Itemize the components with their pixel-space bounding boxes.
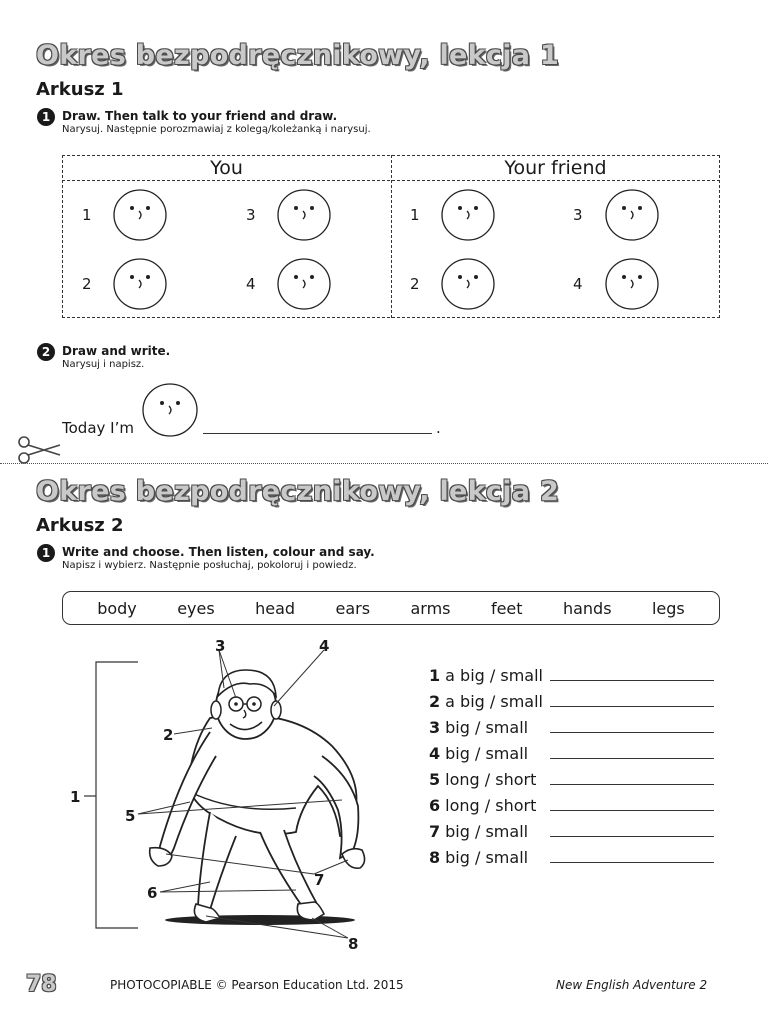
answer-item (429, 822, 528, 841)
item-number: 6 (429, 796, 441, 815)
column-header-your-friend: Your friend (504, 157, 607, 179)
word-bank-item: body (97, 598, 137, 618)
figure-label: 5 (125, 807, 136, 825)
item-number: 2 (429, 692, 441, 711)
word-bank-item: legs (651, 598, 685, 618)
answer-item (429, 848, 528, 867)
blank-face-icon[interactable] (604, 257, 660, 311)
cut-line (0, 463, 768, 464)
word-bank-item: head (255, 598, 296, 618)
blank-face-icon[interactable] (276, 188, 332, 242)
face-number: 2 (410, 275, 420, 293)
item-number: 5 (429, 770, 441, 789)
answer-item (429, 770, 536, 789)
figure-label: 4 (319, 637, 330, 655)
task-instruction: Draw. Then talk to your friend and draw. (62, 109, 338, 123)
item-choice: big / small (445, 744, 529, 763)
task-instruction-polish: Narysuj i napisz. (62, 359, 145, 370)
face-number: 1 (82, 206, 92, 224)
item-number: 4 (429, 744, 441, 763)
item-number: 7 (429, 822, 441, 841)
lesson2-banner: Okres bezpodręcznikowy, lekcja 2 (36, 476, 560, 507)
face-number: 4 (573, 275, 583, 293)
blank-face-icon[interactable] (440, 257, 496, 311)
answer-line[interactable] (550, 784, 714, 785)
faces-table-column-divider (391, 155, 392, 318)
lesson1-banner: Okres bezpodręcznikowy, lekcja 1 (36, 40, 560, 71)
figure-label: 2 (163, 726, 174, 744)
task-number-badge: 2 (37, 343, 55, 361)
task-instruction: Draw and write. (62, 344, 171, 358)
word-bank (62, 591, 720, 625)
answer-item (429, 666, 543, 685)
blank-face-icon[interactable] (604, 188, 660, 242)
blank-face-icon[interactable] (141, 382, 199, 438)
blank-face-icon[interactable] (112, 188, 168, 242)
blank-face-icon[interactable] (276, 257, 332, 311)
answer-line[interactable] (550, 758, 714, 759)
lesson2-sheet-title: Arkusz 2 (36, 515, 124, 536)
answer-item (429, 692, 543, 711)
item-choice: a big / small (445, 692, 543, 711)
word-bank-item: hands (562, 598, 612, 618)
lesson1-sheet-title: Arkusz 1 (36, 79, 124, 100)
answer-line[interactable] (203, 433, 432, 434)
word-bank-item: feet (490, 598, 523, 618)
man-figure-illustration (60, 636, 380, 960)
answer-line[interactable] (550, 836, 714, 837)
face-number: 3 (573, 206, 583, 224)
word-bank-item: arms (410, 598, 451, 618)
answer-line[interactable] (550, 732, 714, 733)
item-number: 1 (429, 666, 441, 685)
task-number-badge: 1 (37, 108, 55, 126)
figure-label: 8 (348, 935, 359, 953)
task-instruction-polish: Napisz i wybierz. Następnie posłuchaj, pokoloruj i powiedz. (62, 560, 357, 571)
answer-item (429, 744, 528, 763)
answer-item (429, 796, 536, 815)
word-bank-item: ears (335, 598, 371, 618)
item-choice: big / small (445, 822, 529, 841)
today-prompt: Today I’m (62, 419, 134, 437)
blank-face-icon[interactable] (440, 188, 496, 242)
answer-line[interactable] (550, 862, 714, 863)
page-number: 78 (26, 972, 57, 997)
answer-item (429, 718, 528, 737)
task-instruction-polish: Narysuj. Następnie porozmawiaj z kolegą/koleżanką i narysuj. (62, 124, 371, 135)
item-number: 3 (429, 718, 441, 737)
face-number: 4 (246, 275, 256, 293)
item-number: 8 (429, 848, 441, 867)
item-choice: big / small (445, 848, 529, 867)
task-number-badge: 1 (37, 544, 55, 562)
sentence-end: . (436, 419, 441, 437)
figure-label: 7 (314, 871, 325, 889)
answer-line[interactable] (550, 810, 714, 811)
figure-label: 1 (70, 788, 81, 806)
answer-line[interactable] (550, 706, 714, 707)
column-header-you: You (210, 157, 243, 179)
item-choice: long / short (445, 770, 537, 789)
face-number: 2 (82, 275, 92, 293)
copyright-notice: PHOTOCOPIABLE © Pearson Education Ltd. 2015 (110, 978, 404, 992)
answer-line[interactable] (550, 680, 714, 681)
word-bank-item: eyes (177, 598, 215, 618)
blank-face-icon[interactable] (112, 257, 168, 311)
figure-label: 3 (215, 637, 226, 655)
item-choice: a big / small (445, 666, 543, 685)
figure-label: 6 (147, 884, 158, 902)
task-instruction: Write and choose. Then listen, colour and say. (62, 545, 375, 559)
face-number: 3 (246, 206, 256, 224)
face-number: 1 (410, 206, 420, 224)
item-choice: long / short (445, 796, 537, 815)
book-title: New English Adventure 2 (556, 978, 708, 992)
item-choice: big / small (445, 718, 529, 737)
